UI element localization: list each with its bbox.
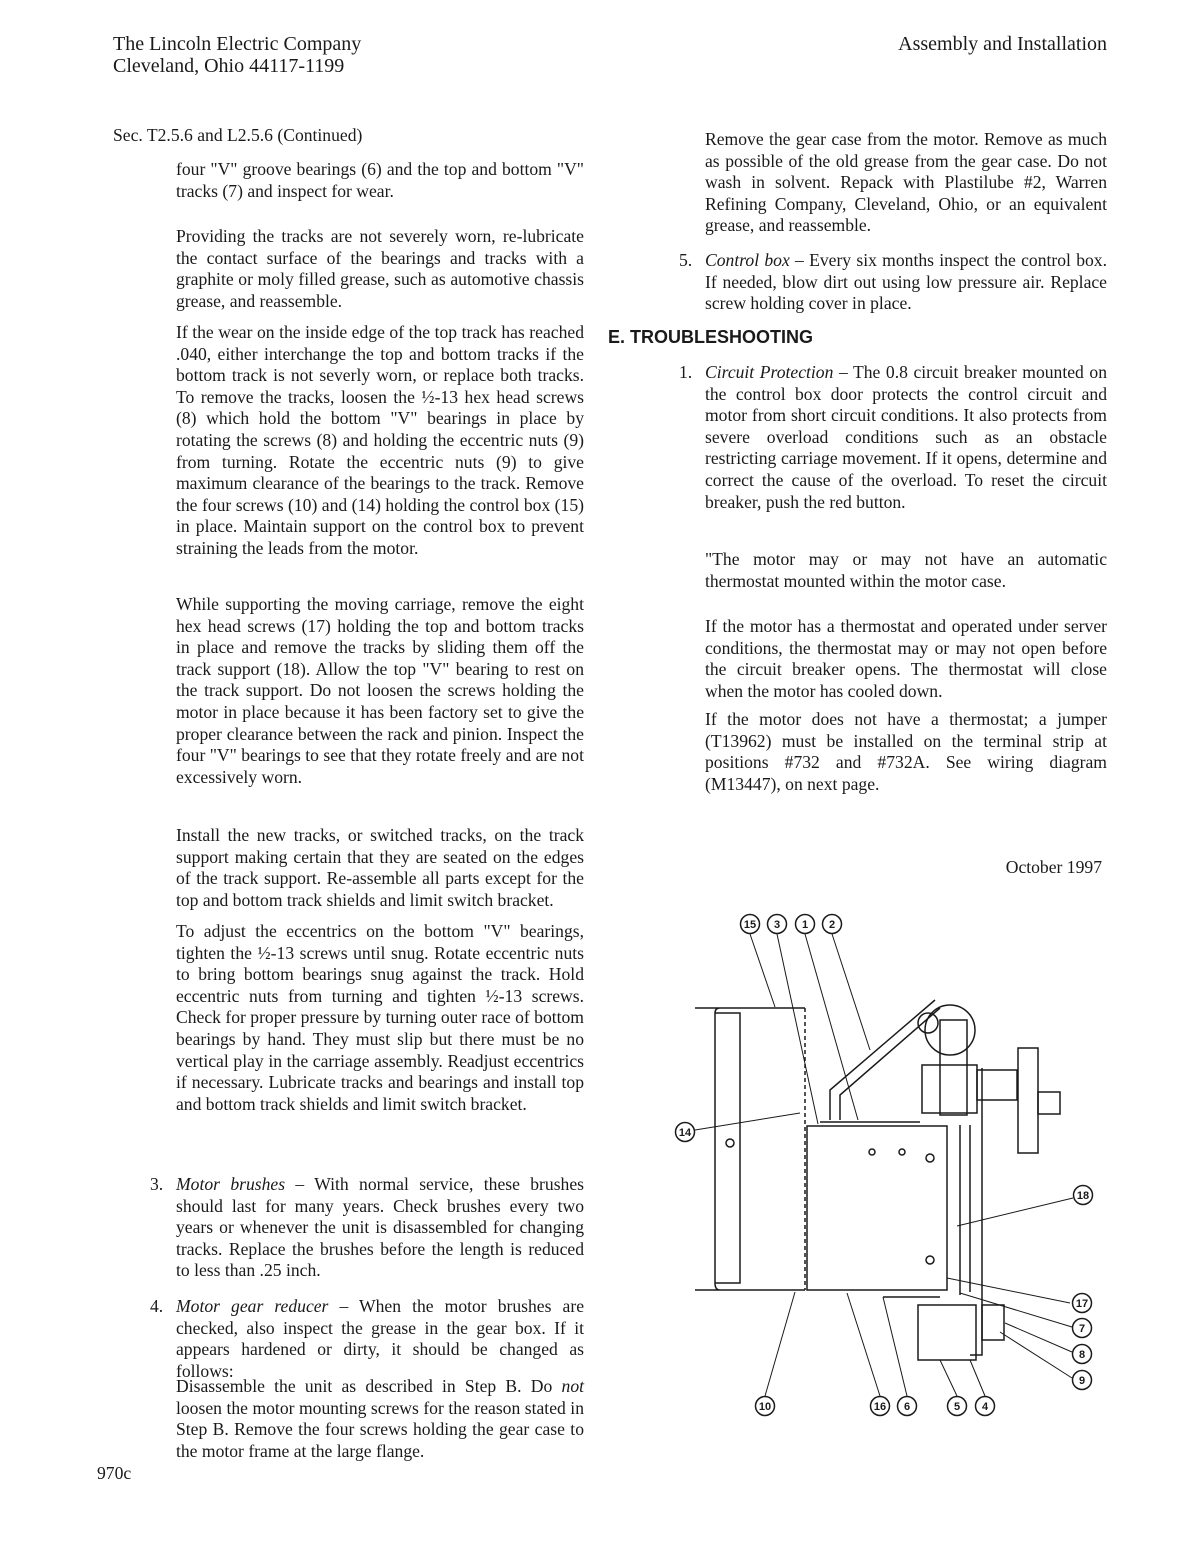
company-name: The Lincoln Electric Company — [113, 33, 362, 55]
svg-text:4: 4 — [981, 1401, 989, 1413]
item-text: – Every six months inspect the control box. If needed, blow dirt out using low pressure air. Replace screw holding cover in place. — [705, 250, 1107, 314]
item-number: 4. — [150, 1296, 164, 1316]
troubleshooting-heading: E. TROUBLESHOOTING — [608, 327, 814, 347]
item-title: Motor brushes — [176, 1174, 286, 1194]
text: Disassemble the unit as described in Step B. Do — [176, 1376, 562, 1396]
carriage-drawing — [695, 1000, 1060, 1360]
paragraph: Providing the tracks are not severely worn, re-lubricate the contact surface of the bearings and tracks with a graphite or moly filled grease, such as automotive chassis grease, and reassemble. — [176, 226, 584, 311]
callout-16 — [871, 1397, 890, 1416]
paragraph: four "V" groove bearings (6) and the top and bottom "V" tracks (7) and inspect for wear. — [176, 159, 584, 201]
svg-text:16: 16 — [873, 1401, 887, 1413]
callout-14 — [676, 1123, 695, 1142]
callout-8 — [1073, 1345, 1092, 1364]
callout-5 — [948, 1397, 967, 1416]
paragraph — [176, 1376, 584, 1462]
item-title: Circuit Protection — [705, 362, 834, 382]
svg-text:5: 5 — [953, 1401, 961, 1413]
section-title: Assembly and Installation — [898, 33, 1107, 55]
assembly-diagram — [670, 900, 1120, 1460]
callout-10 — [756, 1397, 775, 1416]
svg-text:1: 1 — [801, 919, 809, 931]
svg-text:10: 10 — [758, 1401, 772, 1413]
callout-3 — [768, 915, 787, 934]
item-text: – With normal service, these brushes should last for many years. Check brushes every two years or whenever the unit is disassembled for changing tracks. Replace the brushes before the length is reduced to less than .25 inch. — [176, 1174, 584, 1281]
svg-text:9: 9 — [1078, 1375, 1086, 1387]
date: October 1997 — [1005, 857, 1102, 877]
svg-text:2: 2 — [828, 919, 836, 931]
page-footer: 970c — [97, 1463, 132, 1483]
list-item-gear-reducer — [150, 1296, 584, 1382]
paragraph: Install the new tracks, or switched tracks, on the track support making certain that they are seated on the edges of the track support. Re-assemble all parts except for the top and bottom track shields and limit switch bracket. — [176, 825, 584, 910]
item-number: 3. — [150, 1174, 164, 1194]
callout-2 — [823, 915, 842, 934]
callout-18 — [1074, 1186, 1093, 1205]
section-ref: Sec. T2.5.6 and L2.5.6 (Continued) — [113, 125, 363, 145]
callouts — [676, 915, 1093, 1416]
callout-7 — [1073, 1319, 1092, 1338]
item-title: Control box — [705, 250, 790, 270]
callout-4 — [976, 1397, 995, 1416]
paragraph: "The motor may or may not have an automatic thermostat mounted within the motor case. — [705, 549, 1107, 591]
item-text: – When the motor brushes are checked, also inspect the grease in the gear box. If it appears hardened or dirty, it should be changed as follows: — [176, 1296, 584, 1381]
svg-text:18: 18 — [1076, 1190, 1090, 1202]
leader-lines — [695, 934, 1073, 1396]
list-item-control-box — [679, 250, 1107, 315]
svg-text:17: 17 — [1075, 1298, 1089, 1310]
callout-9 — [1073, 1371, 1092, 1390]
callout-1 — [796, 915, 815, 934]
item-title: Motor gear reducer — [176, 1296, 329, 1316]
paragraph: If the motor does not have a thermostat; a jumper (T13962) must be installed on the terminal strip at positions #732 and #732A. See wiring diagram (M13447), on next page. — [705, 709, 1107, 794]
list-item-motor-brushes — [150, 1174, 584, 1282]
text: loosen the motor mounting screws for the reason stated in Step B. Remove the four screws holding the gear case to the motor frame at the large flange. — [176, 1397, 584, 1461]
svg-text:7: 7 — [1078, 1323, 1086, 1335]
paragraph: To adjust the eccentrics on the bottom "V" bearings, tighten the ½-13 screws until snug. Rotate eccentric nuts to bring bottom bearings snug against the track. Hold eccentric nuts from turning and tighten ½-13 screws. Check for proper pressure by turning outer race of bottom bearings by hand. They must slip but there must be no vertical play in the carriage assembly. Readjust eccentrics if necessary. Lubricate tracks and bearings and install top and bottom track shields and limit switch bracket. — [176, 921, 584, 1114]
text-emphasis: not — [561, 1376, 584, 1396]
company-city: Cleveland, Ohio 44117-1199 — [113, 55, 345, 77]
item-number: 5. — [679, 250, 693, 270]
paragraph: Remove the gear case from the motor. Remove as much as possible of the old grease from the gear case. Do not wash in solvent. Repack with Plastilube #2, Warren Refining Company, Cleveland, Ohio, or an equivalent grease, and reassemble. — [705, 129, 1107, 236]
item-text: – The 0.8 circuit breaker mounted on the control box door protects the control circuit and motor from short circuit conditions. It also protects from severe overload conditions such as an obstacle restricting carriage movement. If it opens, determine and correct the cause of the overload. To reset the circuit breaker, push the red button. — [705, 362, 1108, 512]
paragraph: If the motor has a thermostat and operated under server conditions, the thermostat may or may not open before the circuit breaker opens. The thermostat will close when the motor has cooled down. — [705, 616, 1107, 701]
callout-6 — [898, 1397, 917, 1416]
svg-text:3: 3 — [773, 919, 781, 931]
svg-text:8: 8 — [1078, 1349, 1086, 1361]
callout-15 — [741, 915, 760, 934]
item-number: 1. — [679, 362, 693, 382]
svg-text:14: 14 — [678, 1127, 692, 1139]
svg-text:6: 6 — [903, 1401, 911, 1413]
paragraph: If the wear on the inside edge of the top track has reached .040, either interchange the top and bottom tracks if the bottom track is not severly worn, or replace both tracks. To remove the tracks, loosen the ½-13 hex head screws (8) which hold the bottom "V" bearings in place by rotating the screws (8) and holding the eccentric nuts (9) from turning. Rotate the eccentric nuts (9) to give maximum clearance of the bearings to the track. Remove the four screws (10) and (14) holding the control box (15) in place. Maintain support on the control box to prevent straining the leads from the motor. — [176, 322, 584, 558]
svg-text:15: 15 — [743, 919, 757, 931]
callout-17 — [1073, 1294, 1092, 1313]
paragraph: While supporting the moving carriage, remove the eight hex head screws (17) holding the top and bottom tracks in place and remove the tracks by sliding them off the track support (18). Allow the top "V" bearing to rest on the track support. Do not loosen the screws holding the motor in place because it has been factory set to give the proper clearance between the rack and pinion. Inspect the four "V" bearings to see that they rotate freely and are not excessively worn. — [176, 594, 584, 787]
list-item-circuit-protection — [679, 362, 1108, 513]
